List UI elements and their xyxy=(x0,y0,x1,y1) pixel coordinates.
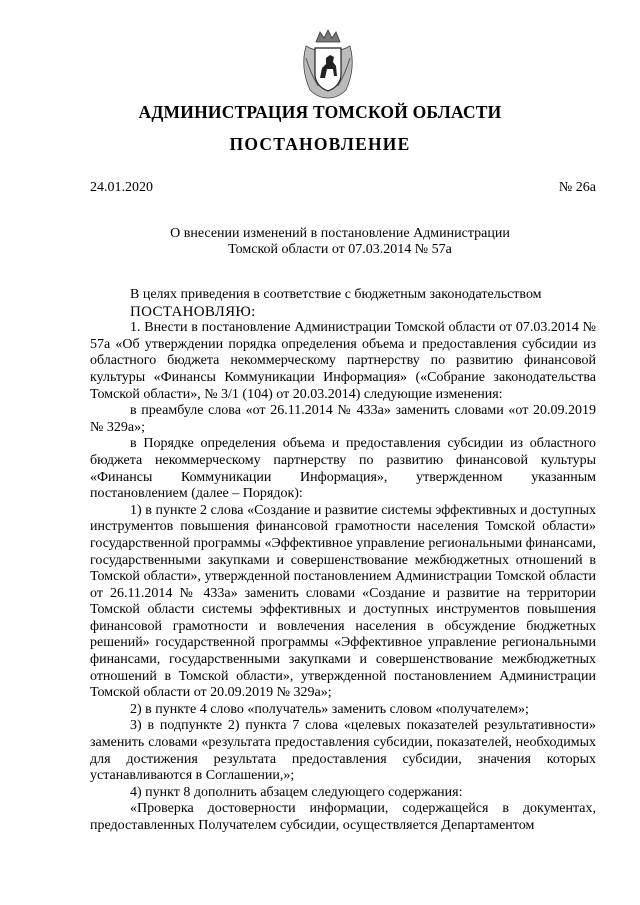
document-body xyxy=(90,287,596,835)
document-number: № 26а xyxy=(558,180,596,195)
paragraph-4: 1) в пункте 2 слова «Создание и развитие системы эффективных и доступных инструментов повышения финансовой грамотности населения Томской области» государственной программы «Эффективное управление региональными финансами, государственными закупками и совершенствование межбюджетных отношений в Томской области», утвержденной постановлением Администрации Томской области от 26.11.2014 № 433а» заменить словами «Создание и развитие на территории Томской области системы эффективных и доступных инструментов повышения финансовой грамотности и вовлечения населения в обсуждение бюджетных решений» государственной программы «Эффективное управление региональными финансами, государственными закупками и совершенствование межбюджетных отношений в Томской области», утвержденной постановлением Администрации Томской области от 20.09.2019 № 329а»; xyxy=(90,502,596,701)
decree-word: ПОСТАНОВЛЯЮ: xyxy=(130,303,256,320)
paragraph-3: в Порядке определения объема и предоставления субсидии из областного бюджета некоммерческому партнерству по развитию финансовой культуры «Финансы Коммуникации Информация», утвержденном указанным постановлением (далее – Порядок): xyxy=(90,436,596,502)
paragraph-7: 4) пункт 8 дополнить абзацем следующего содержания: xyxy=(130,784,463,800)
subject-line-1: О внесении изменений в постановление Администрации xyxy=(170,226,510,241)
document-type: ПОСТАНОВЛЕНИЕ xyxy=(229,134,411,154)
org-name: АДМИНИСТРАЦИЯ ТОМСКОЙ ОБЛАСТИ xyxy=(138,102,502,122)
document-subject xyxy=(140,226,540,258)
preamble: В целях приведения в соответствие с бюджетным законодательством xyxy=(130,287,542,302)
paragraph-2: в преамбуле слова «от 26.11.2014 № 433а» заменить словами «от 20.09.2019 № 329а»; xyxy=(90,403,596,435)
paragraph-5: 2) в пункте 4 слово «получатель» заменить словом «получателем»; xyxy=(130,701,529,717)
paragraph-8: «Проверка достоверности информации, содержащейся в документах, предоставленных Получателем субсидии, осуществляется Департаментом xyxy=(90,801,596,833)
document-date: 24.01.2020 xyxy=(90,180,153,195)
subject-line-2: Томской области от 07.03.2014 № 57а xyxy=(228,242,452,257)
paragraph-6: 3) в подпункте 2) пункта 7 слова «целевых показателей результативности» заменить словами «результата предоставления субсидии, показателей, необходимых для достижения результата предоставления субсидии, значения которых устанавливаются в Соглашении,»; xyxy=(90,718,596,784)
coat-of-arms-icon xyxy=(296,28,360,100)
paragraph-1: 1. Внести в постановление Администрации Томской области от 07.03.2014 № 57а «Об утверждении порядка определения объема и предоставления субсидии из областного бюджета некоммерческому партнерству по развитию финансовой культуры «Финансы Коммуникации Информация» («Собрание законодательства Томской области», № 3/1 (104) от 20.03.2014) следующие изменения: xyxy=(90,320,596,402)
